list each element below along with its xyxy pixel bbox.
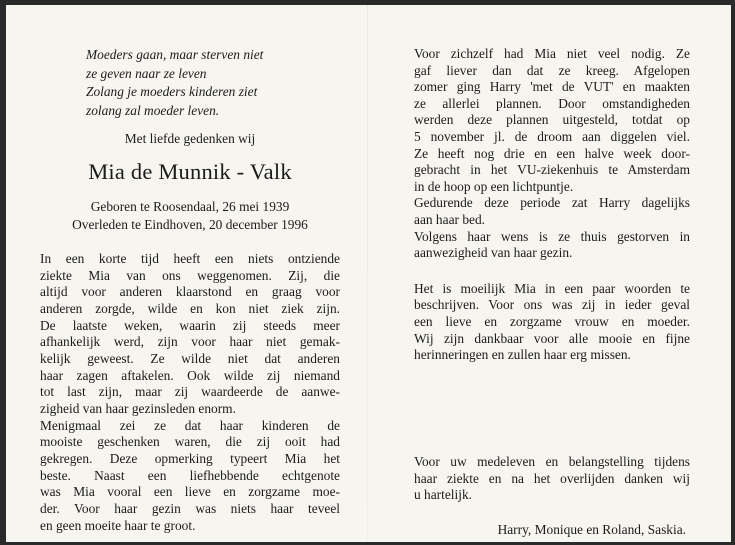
text-line: herinneringen en zullen haar erg missen. (414, 347, 631, 363)
thanks-text (414, 454, 690, 504)
poem (86, 46, 340, 120)
text-line: Het is moeilijk Mia in een paar woorden te (414, 280, 690, 296)
center-fold (367, 5, 368, 542)
text-line: ziekte Mia van ons weggenomen. Zij, die (40, 267, 340, 283)
text-line: 5 november jl. de droom aan diggelen viel. (414, 128, 690, 144)
text-line: In een korte tijd heeft een niets ontziende (40, 251, 340, 266)
text-line: Menigmaal zei ze dat haar kinderen de (40, 417, 340, 433)
text-line: kelijk geweest. Ze wilde niet dat anderen (40, 350, 340, 366)
text-line: ze allerlei plannen. Door omstandigheden (414, 95, 690, 111)
text-line: Volgens haar wens is ze thuis gestorven in (414, 228, 690, 244)
text-line: der. Voor haar gezin was niets haar teveel (40, 500, 340, 516)
right-panel (414, 46, 690, 539)
text-line: en geen moeite haar te groot. (40, 517, 196, 533)
text-line: beste. Naast een liefhebbende echtgenote (40, 467, 340, 483)
text-line: De laatste weken, waarin zij steeds meer (40, 317, 340, 333)
text-line: Wij zijn dankbaar voor alle mooie en fijne (414, 330, 690, 346)
card-edge-right (731, 0, 735, 545)
text-line: beschrijven. Voor ons was zij in ieder geval (414, 297, 690, 313)
poem-line: zolang zal moeder leven. (86, 102, 220, 118)
text-line: Ze heeft nog drie en een halve week door- (414, 145, 690, 161)
family-signature: Harry, Monique en Roland, Saskia. (497, 521, 686, 537)
death-line: Overleden te Eindhoven, 20 december 1996 (72, 217, 308, 232)
right-body-text-1 (414, 46, 690, 262)
left-panel (40, 46, 340, 534)
text-line: aanwezigheid van haar gezin. (414, 245, 573, 261)
text-line: haar ziekte en na het overlijden danken wij (414, 470, 690, 486)
text-line: mooiste geschenken waren, die zij ooit had (40, 434, 340, 450)
right-body-text-2 (414, 281, 690, 364)
life-dates (40, 198, 340, 234)
text-line: zigheid van haar gezinsleden enorm. (40, 400, 236, 416)
text-line: anderen zorgde, wilde en kon niet ziek zijn. (40, 300, 340, 316)
text-line: u hartelijk. (414, 487, 473, 502)
text-line: gekregen. Deze opmerking typeert Mia het (40, 450, 340, 466)
text-line: gaf liever dan dat ze kreeg. Afgelopen (414, 62, 690, 78)
text-line: haar zagen aftakelen. Ook wilde zij niemand (40, 367, 340, 383)
text-line: in de hoop op een lichtpuntje. (414, 178, 574, 194)
text-line: aan haar bed. (414, 211, 486, 227)
text-line: een lieve en zorgzame vrouw en moeder. (414, 314, 690, 330)
text-line: Gedurende deze periode zat Harry dagelijks (414, 195, 690, 211)
remembrance-intro: Met liefde gedenken wij (124, 131, 256, 146)
text-line: afhankelijk werd, zijn voor haar niet gemak- (40, 334, 340, 350)
poem-line: Zolang je moeders kinderen ziet (86, 84, 258, 99)
deceased-name: Mia de Munnik - Valk (88, 159, 292, 184)
poem-line: ze geven naar ze leven (86, 65, 207, 81)
text-line: altijd voor anderen klaarstond en graag voor (40, 284, 340, 300)
text-line: was Mia vooral een lieve en zorgzame moe- (40, 484, 340, 500)
left-body-text (40, 251, 340, 534)
text-line: gebracht in het VU-ziekenhuis te Amsterdam (414, 162, 690, 178)
card-edge-left (0, 0, 6, 545)
poem-line: Moeders gaan, maar sterven niet (86, 47, 264, 62)
text-line: Voor zichzelf had Mia niet veel nodig. Ze (414, 46, 690, 61)
text-line: werden deze plannen uitgesteld, totdat op (414, 112, 690, 128)
text-line: tot last zijn, maar zij waardeerde de aanwe- (40, 384, 340, 400)
text-line: Voor uw medeleven en belangstelling tijdens (414, 454, 690, 469)
birth-line: Geboren te Roosendaal, 26 mei 1939 (90, 199, 290, 214)
text-line: zomer ging Harry 'met de VUT' en maakten (414, 79, 690, 95)
